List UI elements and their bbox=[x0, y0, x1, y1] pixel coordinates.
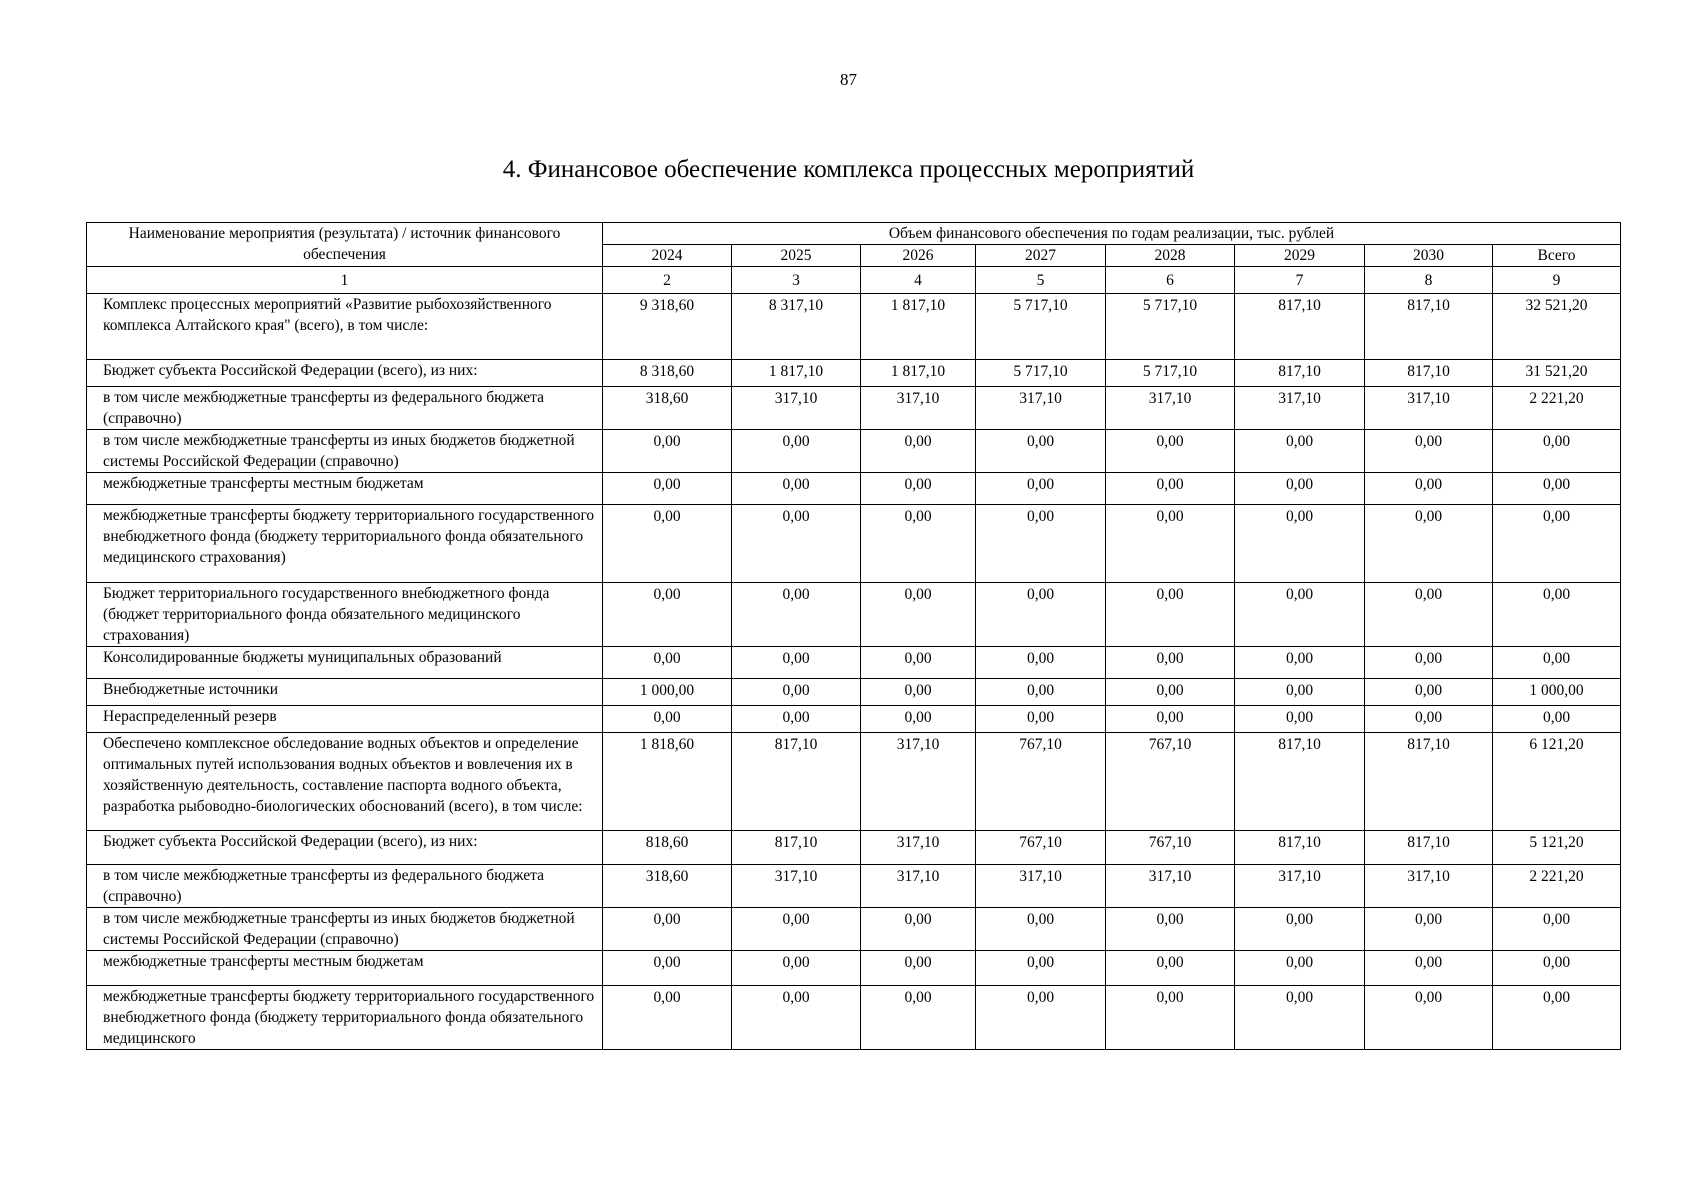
column-number: 6 bbox=[1106, 267, 1235, 294]
row-value-cell: 0,00 bbox=[732, 706, 861, 733]
column-number: 7 bbox=[1235, 267, 1365, 294]
row-total-cell: 0,00 bbox=[1493, 706, 1621, 733]
row-value-cell: 0,00 bbox=[976, 583, 1106, 647]
row-name-cell: Консолидированные бюджеты муниципальных образований bbox=[87, 647, 603, 679]
row-value-cell: 318,60 bbox=[603, 865, 732, 908]
row-value-cell: 1 817,10 bbox=[861, 294, 976, 360]
column-number: 9 bbox=[1493, 267, 1621, 294]
row-value-cell: 0,00 bbox=[1106, 706, 1235, 733]
row-value-cell: 0,00 bbox=[603, 951, 732, 986]
column-number: 1 bbox=[87, 267, 603, 294]
row-name-cell: в том числе межбюджетные трансферты из иных бюджетов бюджетной системы Российской Федерации (справочно) bbox=[87, 908, 603, 951]
row-name-cell: межбюджетные трансферты бюджету территориального государственного внебюджетного фонда (бюджету территориального фонда обязательного медицинского страхования) bbox=[87, 505, 603, 583]
row-value-cell: 317,10 bbox=[976, 387, 1106, 430]
row-value-cell: 0,00 bbox=[1235, 430, 1365, 473]
row-name-cell: в том числе межбюджетные трансферты из федерального бюджета (справочно) bbox=[87, 387, 603, 430]
row-value-cell: 0,00 bbox=[861, 908, 976, 951]
row-value-cell: 0,00 bbox=[732, 473, 861, 505]
table-header bbox=[87, 223, 1621, 267]
row-value-cell: 5 717,10 bbox=[976, 294, 1106, 360]
table-row bbox=[87, 387, 1621, 430]
table-row bbox=[87, 951, 1621, 986]
table-row bbox=[87, 865, 1621, 908]
row-value-cell: 0,00 bbox=[1106, 473, 1235, 505]
year-header-2027: 2027 bbox=[976, 245, 1106, 267]
row-value-cell: 0,00 bbox=[603, 583, 732, 647]
row-total-cell: 2 221,20 bbox=[1493, 387, 1621, 430]
year-header-2025: 2025 bbox=[732, 245, 861, 267]
row-value-cell: 0,00 bbox=[732, 986, 861, 1050]
row-value-cell: 0,00 bbox=[1235, 706, 1365, 733]
row-value-cell: 817,10 bbox=[1235, 360, 1365, 387]
row-value-cell: 817,10 bbox=[1365, 294, 1493, 360]
row-value-cell: 0,00 bbox=[1365, 951, 1493, 986]
row-value-cell: 818,60 bbox=[603, 831, 732, 865]
row-value-cell: 0,00 bbox=[1365, 430, 1493, 473]
row-value-cell: 0,00 bbox=[1235, 473, 1365, 505]
row-value-cell: 0,00 bbox=[732, 430, 861, 473]
row-name-cell: Бюджет субъекта Российской Федерации (всего), из них: bbox=[87, 360, 603, 387]
row-value-cell: 767,10 bbox=[1106, 733, 1235, 831]
row-total-cell: 0,00 bbox=[1493, 951, 1621, 986]
row-value-cell: 0,00 bbox=[1235, 679, 1365, 706]
column-number: 4 bbox=[861, 267, 976, 294]
row-value-cell: 767,10 bbox=[976, 733, 1106, 831]
row-total-cell: 0,00 bbox=[1493, 505, 1621, 583]
row-name-cell: в том числе межбюджетные трансферты из иных бюджетов бюджетной системы Российской Федерации (справочно) bbox=[87, 430, 603, 473]
row-total-cell: 0,00 bbox=[1493, 473, 1621, 505]
row-value-cell: 0,00 bbox=[976, 951, 1106, 986]
row-value-cell: 317,10 bbox=[861, 831, 976, 865]
row-name-cell: Внебюджетные источники bbox=[87, 679, 603, 706]
row-total-cell: 1 000,00 bbox=[1493, 679, 1621, 706]
total-header: Всего bbox=[1493, 245, 1621, 267]
row-value-cell: 1 817,10 bbox=[732, 360, 861, 387]
row-value-cell: 0,00 bbox=[976, 908, 1106, 951]
row-value-cell: 317,10 bbox=[1235, 387, 1365, 430]
row-value-cell: 0,00 bbox=[1365, 679, 1493, 706]
row-value-cell: 0,00 bbox=[1365, 583, 1493, 647]
row-value-cell: 0,00 bbox=[861, 986, 976, 1050]
row-value-cell: 767,10 bbox=[1106, 831, 1235, 865]
row-value-cell: 817,10 bbox=[1235, 294, 1365, 360]
row-value-cell: 0,00 bbox=[976, 706, 1106, 733]
row-value-cell: 0,00 bbox=[1235, 505, 1365, 583]
row-value-cell: 0,00 bbox=[976, 505, 1106, 583]
row-value-cell: 0,00 bbox=[1106, 908, 1235, 951]
row-value-cell: 0,00 bbox=[861, 505, 976, 583]
column-number-row bbox=[87, 267, 1621, 294]
row-value-cell: 318,60 bbox=[603, 387, 732, 430]
table-row bbox=[87, 360, 1621, 387]
row-value-cell: 0,00 bbox=[1365, 473, 1493, 505]
row-value-cell: 0,00 bbox=[976, 986, 1106, 1050]
row-total-cell: 2 221,20 bbox=[1493, 865, 1621, 908]
row-name-cell: Бюджет территориального государственного внебюджетного фонда (бюджет территориального фонда обязательного медицинского страхования) bbox=[87, 583, 603, 647]
row-value-cell: 0,00 bbox=[603, 986, 732, 1050]
table-row bbox=[87, 831, 1621, 865]
row-total-cell: 32 521,20 bbox=[1493, 294, 1621, 360]
row-name-cell: межбюджетные трансферты местным бюджетам bbox=[87, 473, 603, 505]
row-value-cell: 0,00 bbox=[1365, 908, 1493, 951]
table-row bbox=[87, 908, 1621, 951]
year-header-2030: 2030 bbox=[1365, 245, 1493, 267]
row-value-cell: 0,00 bbox=[603, 505, 732, 583]
row-total-cell: 0,00 bbox=[1493, 986, 1621, 1050]
row-value-cell: 0,00 bbox=[1106, 430, 1235, 473]
row-value-cell: 0,00 bbox=[976, 647, 1106, 679]
page-number: 87 bbox=[840, 70, 857, 89]
row-value-cell: 0,00 bbox=[1106, 583, 1235, 647]
column-number: 2 bbox=[603, 267, 732, 294]
row-value-cell: 9 318,60 bbox=[603, 294, 732, 360]
column-number: 5 bbox=[976, 267, 1106, 294]
row-value-cell: 0,00 bbox=[732, 679, 861, 706]
row-value-cell: 817,10 bbox=[732, 733, 861, 831]
table-row bbox=[87, 733, 1621, 831]
header-row-1 bbox=[87, 223, 1621, 245]
row-value-cell: 317,10 bbox=[976, 865, 1106, 908]
row-value-cell: 0,00 bbox=[603, 647, 732, 679]
table-row bbox=[87, 706, 1621, 733]
row-value-cell: 817,10 bbox=[1365, 360, 1493, 387]
row-value-cell: 0,00 bbox=[603, 908, 732, 951]
row-name-cell: Нераспределенный резерв bbox=[87, 706, 603, 733]
row-value-cell: 8 317,10 bbox=[732, 294, 861, 360]
row-value-cell: 817,10 bbox=[1365, 831, 1493, 865]
row-name-cell: межбюджетные трансферты местным бюджетам bbox=[87, 951, 603, 986]
table-row bbox=[87, 679, 1621, 706]
row-value-cell: 0,00 bbox=[1235, 951, 1365, 986]
row-value-cell: 0,00 bbox=[603, 473, 732, 505]
row-value-cell: 0,00 bbox=[732, 908, 861, 951]
row-value-cell: 0,00 bbox=[1235, 583, 1365, 647]
row-total-cell: 6 121,20 bbox=[1493, 733, 1621, 831]
row-value-cell: 8 318,60 bbox=[603, 360, 732, 387]
row-value-cell: 0,00 bbox=[1365, 647, 1493, 679]
row-value-cell: 317,10 bbox=[1235, 865, 1365, 908]
row-value-cell: 0,00 bbox=[861, 679, 976, 706]
row-value-cell: 0,00 bbox=[1106, 647, 1235, 679]
row-value-cell: 0,00 bbox=[1235, 647, 1365, 679]
table-row bbox=[87, 294, 1621, 360]
row-value-cell: 5 717,10 bbox=[976, 360, 1106, 387]
column-number: 8 bbox=[1365, 267, 1493, 294]
row-value-cell: 317,10 bbox=[861, 387, 976, 430]
year-header-2026: 2026 bbox=[861, 245, 976, 267]
header-name-cell: Наименование мероприятия (результата) / источник финансового обеспечения bbox=[87, 223, 603, 267]
row-value-cell: 0,00 bbox=[861, 473, 976, 505]
table-row bbox=[87, 647, 1621, 679]
row-value-cell: 317,10 bbox=[1106, 865, 1235, 908]
row-name-cell: Обеспечено комплексное обследование водных объектов и определение оптимальных путей использования водных объектов и вовлечения их в хозяйственную деятельность, составление паспорта водного объекта, разработка рыбоводно-биологических обоснований (всего), в том числе: bbox=[87, 733, 603, 831]
column-number: 3 bbox=[732, 267, 861, 294]
row-value-cell: 0,00 bbox=[1106, 679, 1235, 706]
row-name-cell: Комплекс процессных мероприятий «Развитие рыбохозяйственного комплекса Алтайского края" (всего), в том числе: bbox=[87, 294, 603, 360]
row-value-cell: 0,00 bbox=[603, 430, 732, 473]
year-header-2024: 2024 bbox=[603, 245, 732, 267]
financing-table bbox=[86, 222, 1621, 1050]
table-row bbox=[87, 986, 1621, 1050]
row-value-cell: 817,10 bbox=[1235, 733, 1365, 831]
row-value-cell: 0,00 bbox=[732, 505, 861, 583]
row-value-cell: 0,00 bbox=[732, 647, 861, 679]
row-value-cell: 0,00 bbox=[1365, 986, 1493, 1050]
table-row bbox=[87, 473, 1621, 505]
year-header-2028: 2028 bbox=[1106, 245, 1235, 267]
row-value-cell: 0,00 bbox=[1235, 986, 1365, 1050]
row-value-cell: 0,00 bbox=[1106, 986, 1235, 1050]
row-value-cell: 0,00 bbox=[976, 473, 1106, 505]
row-value-cell: 317,10 bbox=[1106, 387, 1235, 430]
table-row bbox=[87, 430, 1621, 473]
row-value-cell: 317,10 bbox=[861, 865, 976, 908]
row-value-cell: 817,10 bbox=[732, 831, 861, 865]
row-name-cell: Бюджет субъекта Российской Федерации (всего), из них: bbox=[87, 831, 603, 865]
row-value-cell: 0,00 bbox=[732, 583, 861, 647]
row-value-cell: 1 000,00 bbox=[603, 679, 732, 706]
row-value-cell: 1 817,10 bbox=[861, 360, 976, 387]
row-value-cell: 0,00 bbox=[1365, 505, 1493, 583]
row-value-cell: 0,00 bbox=[732, 951, 861, 986]
row-value-cell: 317,10 bbox=[861, 733, 976, 831]
row-total-cell: 0,00 bbox=[1493, 647, 1621, 679]
row-value-cell: 317,10 bbox=[1365, 387, 1493, 430]
row-value-cell: 5 717,10 bbox=[1106, 294, 1235, 360]
row-value-cell: 767,10 bbox=[976, 831, 1106, 865]
table-row bbox=[87, 505, 1621, 583]
row-total-cell: 5 121,20 bbox=[1493, 831, 1621, 865]
row-value-cell: 1 818,60 bbox=[603, 733, 732, 831]
row-value-cell: 5 717,10 bbox=[1106, 360, 1235, 387]
row-value-cell: 0,00 bbox=[976, 679, 1106, 706]
row-value-cell: 317,10 bbox=[1365, 865, 1493, 908]
year-header-2029: 2029 bbox=[1235, 245, 1365, 267]
row-value-cell: 0,00 bbox=[603, 706, 732, 733]
row-value-cell: 817,10 bbox=[1365, 733, 1493, 831]
row-value-cell: 0,00 bbox=[976, 430, 1106, 473]
section-title: 4. Финансовое обеспечение комплекса процессных мероприятий bbox=[502, 156, 1195, 183]
row-value-cell: 0,00 bbox=[861, 951, 976, 986]
row-value-cell: 0,00 bbox=[1106, 505, 1235, 583]
row-value-cell: 317,10 bbox=[732, 865, 861, 908]
row-value-cell: 817,10 bbox=[1235, 831, 1365, 865]
row-value-cell: 0,00 bbox=[1365, 706, 1493, 733]
header-volume-cell: Объем финансового обеспечения по годам реализации, тыс. рублей bbox=[603, 223, 1621, 245]
row-value-cell: 0,00 bbox=[861, 430, 976, 473]
row-name-cell: в том числе межбюджетные трансферты из федерального бюджета (справочно) bbox=[87, 865, 603, 908]
row-value-cell: 0,00 bbox=[1235, 908, 1365, 951]
row-total-cell: 0,00 bbox=[1493, 908, 1621, 951]
row-value-cell: 317,10 bbox=[732, 387, 861, 430]
row-value-cell: 0,00 bbox=[861, 647, 976, 679]
row-value-cell: 0,00 bbox=[861, 583, 976, 647]
row-value-cell: 0,00 bbox=[1106, 951, 1235, 986]
row-total-cell: 0,00 bbox=[1493, 430, 1621, 473]
row-value-cell: 0,00 bbox=[861, 706, 976, 733]
table-row bbox=[87, 583, 1621, 647]
row-total-cell: 0,00 bbox=[1493, 583, 1621, 647]
table-body bbox=[87, 267, 1621, 1050]
row-name-cell: межбюджетные трансферты бюджету территориального государственного внебюджетного фонда (бюджету территориального фонда обязательного медицинского bbox=[87, 986, 603, 1050]
row-total-cell: 31 521,20 bbox=[1493, 360, 1621, 387]
